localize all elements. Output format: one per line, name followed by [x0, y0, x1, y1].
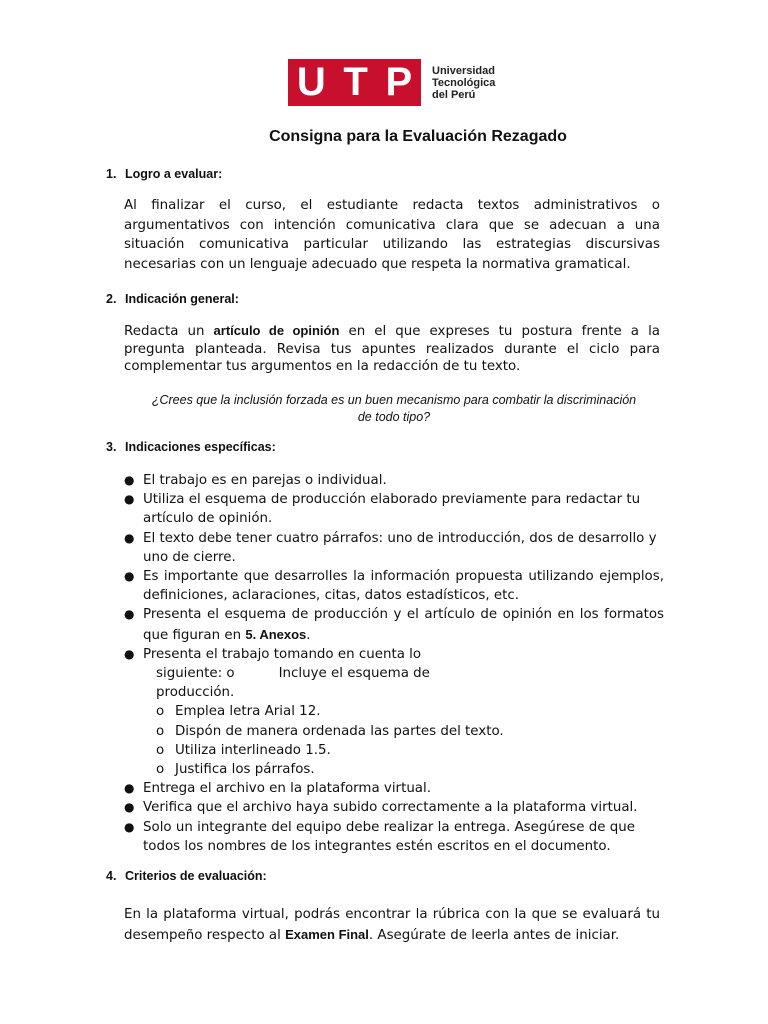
indicacion-post: en el que expreses tu postura frente a la pregunta planteada. Revisa tus apuntes realizados durante el ciclo para complementar tus argumentos en la redacción de tu texto.: [124, 324, 660, 374]
item-text: Solo un integrante del equipo debe realizar la entrega. Asegúrese de que todos los nombres de los integrantes estén escritos en el documento.: [143, 819, 635, 854]
section-2-heading: [106, 292, 239, 306]
list-item: [124, 798, 664, 817]
bullet-icon: ●: [124, 492, 135, 507]
circle-bullet-icon: o: [156, 762, 165, 778]
item-text: Verifica que el archivo haya subido correctamente a la plataforma virtual.: [143, 800, 638, 816]
item-text: Presenta el trabajo tomando en cuenta lo: [143, 646, 422, 662]
item-text-2a: siguiente: o: [156, 666, 235, 682]
circle-bullet-icon: o: [156, 704, 165, 720]
question-line-1: ¿Crees que la inclusión forzada es un buen mecanismo para combatir la discriminación: [151, 393, 637, 407]
list-item: [124, 490, 664, 528]
section-2-text: [124, 322, 660, 376]
section-1-text: [124, 196, 660, 274]
logo-line-1: Universidad: [432, 64, 495, 77]
item-text: Entrega el archivo en la plataforma virtual.: [143, 781, 431, 797]
section-4-title: Criterios de evaluación:: [125, 869, 267, 883]
logo-letter-t: T: [343, 60, 368, 104]
circle-bullet-icon: o: [156, 742, 165, 758]
document-title: Consigna para la Evaluación Rezagado: [269, 128, 567, 145]
sub-list-item: [124, 702, 664, 721]
sub-item-text: Emplea letra Arial 12.: [175, 704, 321, 720]
sub-item-text: Utiliza interlineado 1.5.: [175, 742, 331, 758]
item-text: Es importante que desarrolles la información propuesta utilizando ejemplos, definiciones, aclaraciones, citas, datos estadísticos, etc.: [143, 569, 664, 604]
bullet-icon: ●: [124, 473, 135, 487]
logo-letter-u: U: [296, 60, 326, 104]
logo-letter-p: P: [385, 60, 413, 104]
item-text-line-2: [143, 664, 664, 683]
indicacion-bold: artículo de opinión: [213, 323, 340, 338]
sub-list-item: [124, 722, 664, 741]
examen-final: Examen Final: [285, 926, 369, 942]
logo-line-2: Tecnológica: [432, 76, 496, 89]
list-item: [124, 818, 664, 856]
specific-instructions-list: [124, 471, 664, 856]
utp-logo-box: [288, 59, 421, 106]
anexos-reference: 5. Anexos: [245, 626, 307, 642]
section-1-number: 1.: [106, 167, 117, 181]
question-line-2: de todo tipo?: [357, 410, 431, 424]
list-item: [124, 605, 664, 644]
section-3-heading: [106, 440, 276, 454]
bullet-icon: ●: [124, 646, 135, 661]
criterios-post: . Asegúrate de leerla antes de iniciar.: [368, 927, 620, 943]
section-2-title: Indicación general:: [125, 292, 239, 306]
bullet-icon: ●: [124, 569, 135, 584]
criterios-pre: En la plataforma virtual, podrás encontrar la rúbrica con la que se evaluará tu desempeño respecto al: [124, 907, 660, 943]
logro-text: Al finalizar el curso, el estudiante redacta textos administrativos o argumentativos con intención comunicativa clara que se adecuan a una situación comunicativa particular utilizando las estrategias discursivas necesarias con un lenguaje adecuado que respeta la normativa gramatical.: [124, 198, 660, 272]
item-text-2b: Incluye el esquema de: [278, 666, 430, 682]
sub-item-text: Dispón de manera ordenada las partes del texto.: [175, 723, 504, 739]
bullet-icon: ●: [124, 781, 135, 796]
bullet-icon: ●: [124, 607, 135, 622]
circle-bullet-icon: o: [156, 723, 165, 739]
section-3-title: Indicaciones específicas:: [125, 440, 276, 454]
section-4-text: [124, 905, 660, 945]
utp-logo: [288, 59, 495, 106]
list-item: [124, 779, 664, 798]
bullet-icon: ●: [124, 800, 135, 815]
sub-list-item: [124, 760, 664, 779]
item-text: El trabajo es en parejas o individual.: [143, 473, 387, 488]
list-item: [124, 645, 664, 703]
item-text-line-3: producción.: [156, 685, 235, 701]
list-item: [124, 471, 664, 490]
section-4-number: 4.: [106, 869, 117, 883]
item-text: El texto debe tener cuatro párrafos: uno de introducción, dos de desarrollo y uno de cierre.: [143, 530, 657, 565]
item-text: Utiliza el esquema de producción elaborado previamente para redactar tu artículo de opinión.: [143, 492, 641, 527]
item-text: Presenta el esquema de producción y el artículo de opinión en los formatos que figuran en: [143, 607, 664, 643]
section-1-title: Logro a evaluar:: [125, 167, 223, 181]
opinion-question: [124, 392, 664, 426]
logo-line-3: del Perú: [432, 88, 476, 101]
bullet-icon: ●: [124, 819, 135, 834]
indicacion-pre: Redacta un: [124, 324, 214, 339]
section-1-heading: [106, 167, 222, 181]
section-3-number: 3.: [106, 440, 117, 454]
section-4-heading: [106, 869, 267, 883]
sub-item-text: Justifica los párrafos.: [175, 762, 315, 778]
list-item: [124, 529, 664, 567]
section-2-number: 2.: [106, 292, 117, 306]
logo-university-name: [432, 65, 495, 101]
sub-list-item: [124, 741, 664, 760]
item-text-end: .: [306, 627, 311, 643]
list-item: [124, 567, 664, 605]
bullet-icon: ●: [124, 530, 135, 545]
